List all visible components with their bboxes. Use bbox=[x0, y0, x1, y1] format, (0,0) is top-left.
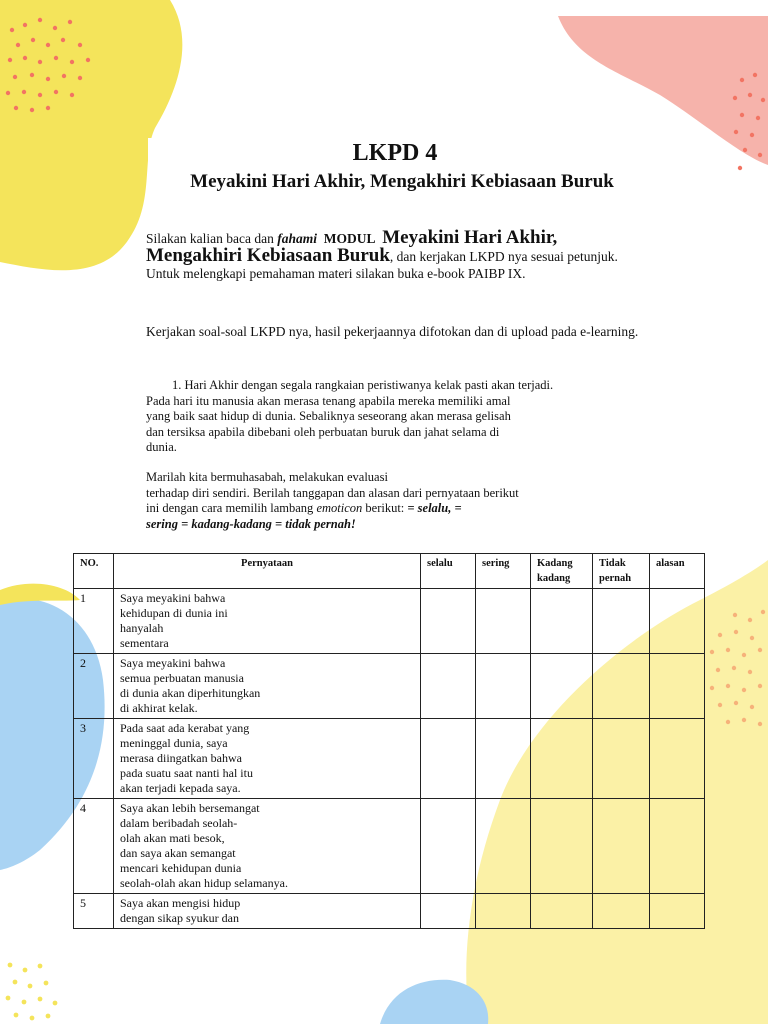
row-statement: Pada saat ada kerabat yang meninggal dunia, saya merasa diingatkan bahwa pada suatu saat nanti hal itu akan terjadi kepada saya. bbox=[114, 719, 421, 799]
intro-module-title-1: Meyakini Hari Akhir, bbox=[382, 227, 558, 248]
cell-selalu[interactable] bbox=[421, 799, 476, 894]
intro-reading-instruction bbox=[146, 229, 626, 265]
cell-selalu[interactable] bbox=[421, 719, 476, 799]
document-subtitle: Meyakini Hari Akhir, Mengakhiri Kebiasaan Buruk bbox=[190, 171, 614, 192]
row-number: 4 bbox=[74, 799, 114, 894]
intro-text-post: , dan kerjakan LKPD nya sesuai petunjuk. bbox=[389, 249, 618, 264]
question-1-text bbox=[146, 378, 616, 456]
question-1-line: yang baik saat hidup di dunia. Sebaliknya seseorang akan merasa gelisah bbox=[146, 409, 511, 423]
intro-paragraph bbox=[146, 229, 626, 282]
cell-selalu[interactable] bbox=[421, 894, 476, 929]
cell-tidak-pernah[interactable] bbox=[593, 799, 650, 894]
cell-tidak-pernah[interactable] bbox=[593, 654, 650, 719]
cell-selalu[interactable] bbox=[421, 654, 476, 719]
header-alasan: alasan bbox=[650, 554, 705, 589]
row-statement: Saya akan mengisi hidup dengan sikap syukur dan bbox=[114, 894, 421, 929]
intro-text-pre: Silakan kalian baca dan bbox=[146, 231, 278, 246]
row-number: 2 bbox=[74, 654, 114, 719]
cell-sering[interactable] bbox=[476, 719, 531, 799]
muhasabah-instruction bbox=[146, 470, 586, 532]
row-statement: Saya meyakini bahwa semua perbuatan manusia di dunia akan diperhitungkan di akhirat kelak. bbox=[114, 654, 421, 719]
cell-selalu[interactable] bbox=[421, 589, 476, 654]
row-statement: Saya meyakini bahwa kehidupan di dunia ini hanyalah sementara bbox=[114, 589, 421, 654]
header-tidak-line: Tidak bbox=[599, 558, 626, 569]
header-tidak-line: pernah bbox=[599, 573, 632, 584]
cell-alasan[interactable] bbox=[650, 799, 705, 894]
header-tidak-pernah bbox=[593, 554, 650, 589]
table-row bbox=[74, 799, 705, 894]
table-row bbox=[74, 894, 705, 929]
header-kadang-line: Kadang bbox=[537, 558, 573, 569]
intro-modul: MODUL bbox=[323, 231, 376, 246]
row-number: 1 bbox=[74, 589, 114, 654]
muhasabah-scale: sering = kadang-kadang = tidak pernah! bbox=[146, 516, 356, 531]
row-number: 3 bbox=[74, 719, 114, 799]
table-row bbox=[74, 654, 705, 719]
cell-alasan[interactable] bbox=[650, 894, 705, 929]
cell-kadang-kadang[interactable] bbox=[531, 799, 593, 894]
muhasabah-scale: = selalu, = bbox=[407, 501, 462, 515]
cell-kadang-kadang[interactable] bbox=[531, 589, 593, 654]
cell-kadang-kadang[interactable] bbox=[531, 654, 593, 719]
question-1-line: 1. Hari Akhir dengan segala rangkaian peristiwanya kelak pasti akan terjadi. bbox=[172, 378, 554, 392]
question-1-line: dunia. bbox=[146, 440, 177, 454]
row-number: 5 bbox=[74, 894, 114, 929]
evaluation-table bbox=[73, 553, 705, 929]
table-row bbox=[74, 719, 705, 799]
intro-fahami: fahami bbox=[277, 231, 317, 246]
header-sering: sering bbox=[476, 554, 531, 589]
cell-kadang-kadang[interactable] bbox=[531, 894, 593, 929]
intro-ebook-note: Untuk melengkapi pemahaman materi silakan buka e-book PAIBP IX. bbox=[146, 266, 526, 281]
table-header-row bbox=[74, 554, 705, 589]
muhasabah-text: berikut: bbox=[362, 501, 408, 515]
muhasabah-line: Marilah kita bermuhasabah, melakukan evaluasi bbox=[146, 470, 388, 484]
row-statement: Saya akan lebih bersemangat dalam beribadah seolah- olah akan mati besok, dan saya akan semangat mencari kehidupan dunia seolah-olah akan hidup selamanya. bbox=[114, 799, 421, 894]
cell-alasan[interactable] bbox=[650, 589, 705, 654]
header-no: NO. bbox=[74, 554, 114, 589]
question-1-line: dan tersiksa apabila dibebani oleh perbuatan buruk dan jahat selama di bbox=[146, 424, 500, 439]
cell-tidak-pernah[interactable] bbox=[593, 894, 650, 929]
cell-sering[interactable] bbox=[476, 799, 531, 894]
document-title: LKPD 4 bbox=[352, 140, 438, 166]
cell-sering[interactable] bbox=[476, 894, 531, 929]
cell-sering[interactable] bbox=[476, 589, 531, 654]
cell-tidak-pernah[interactable] bbox=[593, 589, 650, 654]
cell-alasan[interactable] bbox=[650, 654, 705, 719]
header-kadang-line: kadang bbox=[537, 573, 571, 584]
header-kadang-kadang bbox=[531, 554, 593, 589]
muhasabah-line bbox=[146, 501, 586, 517]
muhasabah-emoticon-word: emoticon bbox=[316, 501, 363, 515]
task-instruction: Kerjakan soal-soal LKPD nya, hasil pekerjaannya difotokan dan di upload pada e-learning. bbox=[146, 324, 639, 339]
question-1-line: Pada hari itu manusia akan merasa tenang apabila mereka memiliki amal bbox=[146, 393, 511, 408]
cell-alasan[interactable] bbox=[650, 719, 705, 799]
muhasabah-text: ini dengan cara memilih lambang bbox=[146, 501, 317, 515]
header-pernyataan: Pernyataan bbox=[114, 554, 421, 589]
cell-kadang-kadang[interactable] bbox=[531, 719, 593, 799]
intro-module-title-2: Mengakhiri Kebiasaan Buruk bbox=[146, 245, 390, 266]
muhasabah-line: terhadap diri sendiri. Berilah tanggapan dan alasan dari pernyataan berikut bbox=[146, 485, 519, 500]
cell-sering[interactable] bbox=[476, 654, 531, 719]
cell-tidak-pernah[interactable] bbox=[593, 719, 650, 799]
table-row bbox=[74, 589, 705, 654]
header-selalu: selalu bbox=[421, 554, 476, 589]
